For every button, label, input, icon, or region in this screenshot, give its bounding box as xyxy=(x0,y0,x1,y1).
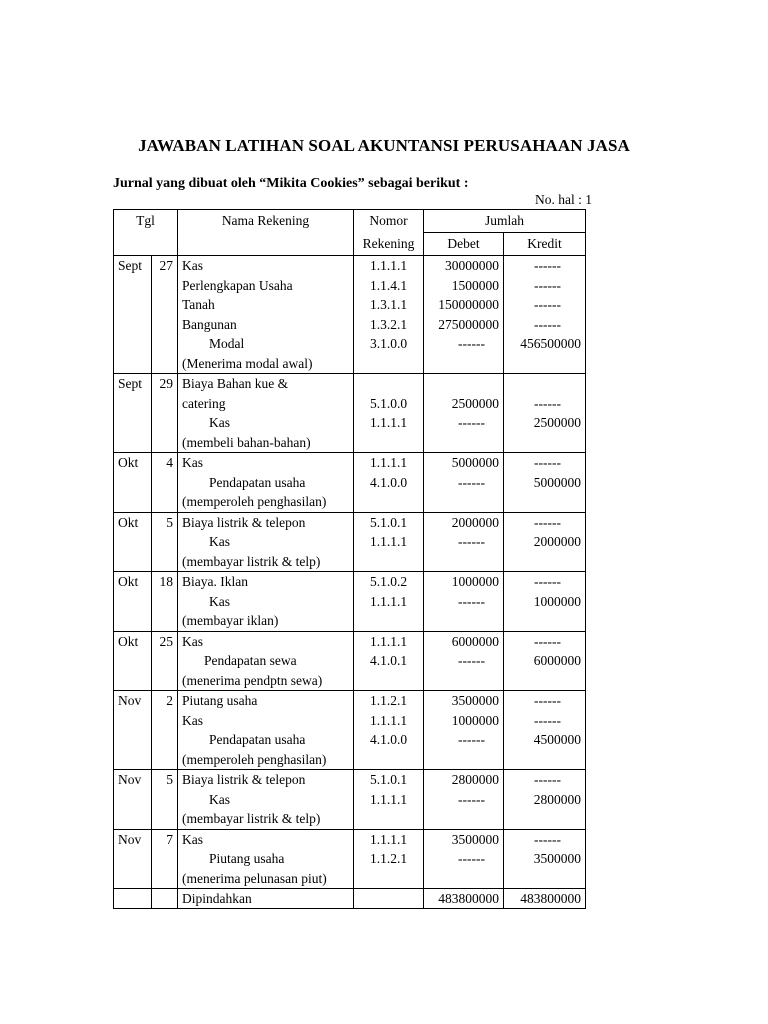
account-name: Kas xyxy=(182,258,203,273)
kredit-amount: ------ xyxy=(534,693,561,708)
kredit-amount: 1000000 xyxy=(533,593,581,609)
journal-entry-row xyxy=(114,256,586,374)
kredit-amount: ------ xyxy=(534,316,561,332)
debet-amount xyxy=(428,671,499,691)
entry-month: Sept xyxy=(114,256,152,374)
entry-account-codes xyxy=(354,512,424,572)
journal-entry-row xyxy=(114,770,586,830)
entry-kredit-values xyxy=(504,691,586,770)
account-name: Bangunan xyxy=(182,316,237,332)
account-code xyxy=(358,611,419,631)
entry-debet-values xyxy=(424,829,504,889)
kredit-amount xyxy=(508,492,581,512)
kredit-amount: ------ xyxy=(534,514,561,530)
entry-month: Nov xyxy=(114,770,152,830)
kredit-amount xyxy=(508,611,581,631)
account-code xyxy=(358,374,419,394)
account-name: Kas xyxy=(182,633,203,649)
document-subtitle: Jurnal yang dibuat oleh “Mikita Cookies” sebagai berikut : xyxy=(113,176,469,191)
kredit-amount: ------ xyxy=(534,633,561,649)
kredit-amount: 6000000 xyxy=(533,653,581,668)
debet-amount: 5000000 xyxy=(451,455,499,470)
entry-kredit-values xyxy=(504,512,586,572)
debet-amount: 2000000 xyxy=(451,514,499,530)
account-code: 5.1.0.0 xyxy=(369,395,408,411)
journal-entry-row xyxy=(114,631,586,691)
account-code: 5.1.0.2 xyxy=(369,574,408,589)
debet-amount: 3500000 xyxy=(451,831,499,847)
entry-day: 29 xyxy=(152,374,178,453)
entry-day: 18 xyxy=(152,572,178,632)
debet-amount: 2500000 xyxy=(451,395,499,411)
account-code: 1.1.1.1 xyxy=(369,415,408,430)
journal-header xyxy=(114,210,586,256)
account-code xyxy=(358,492,419,512)
page-number: No. hal : 1 xyxy=(535,192,592,207)
journal-table xyxy=(113,209,586,909)
entry-account-names xyxy=(178,453,354,513)
kredit-amount xyxy=(508,374,581,394)
account-code: 5.1.0.1 xyxy=(369,772,408,787)
kredit-amount: ------ xyxy=(534,831,561,847)
account-code: 1.1.1.1 xyxy=(369,455,408,470)
account-name: Kas xyxy=(209,593,230,609)
journal-body xyxy=(114,256,586,909)
kredit-amount: 2800000 xyxy=(533,791,581,807)
total-debet: 483800000 xyxy=(424,889,504,909)
debet-amount xyxy=(428,552,499,572)
account-name: Kas xyxy=(209,534,230,549)
account-name: Piutang usaha xyxy=(209,851,285,866)
entry-kredit-values xyxy=(504,453,586,513)
kredit-amount: ------ xyxy=(534,455,561,470)
total-empty-month xyxy=(114,889,152,909)
account-code xyxy=(358,354,419,374)
journal-entry-row xyxy=(114,829,586,889)
account-name: Piutang usaha xyxy=(182,693,258,708)
account-code xyxy=(358,750,419,770)
kredit-amount xyxy=(508,552,581,572)
entry-account-names xyxy=(178,631,354,691)
debet-amount: ------ xyxy=(458,593,485,609)
account-name: (membayar listrik & telp) xyxy=(182,811,321,826)
header-jumlah: Jumlah xyxy=(424,210,586,233)
entry-day: 7 xyxy=(152,829,178,889)
debet-amount: ------ xyxy=(458,732,485,747)
account-code: 5.1.0.1 xyxy=(369,514,408,530)
journal-entry-row xyxy=(114,512,586,572)
entry-day: 25 xyxy=(152,631,178,691)
entry-account-names xyxy=(178,374,354,453)
kredit-amount: ------ xyxy=(534,574,561,589)
account-name: (Menerima modal awal) xyxy=(182,355,313,371)
account-code: 1.1.1.1 xyxy=(369,791,408,807)
account-code: 1.1.2.1 xyxy=(369,693,408,708)
entry-account-names xyxy=(178,572,354,632)
account-code xyxy=(358,552,419,572)
kredit-amount: ------ xyxy=(534,258,561,273)
journal-entry-row xyxy=(114,374,586,453)
debet-amount: 150000000 xyxy=(438,297,499,312)
entry-account-codes xyxy=(354,572,424,632)
entry-account-codes xyxy=(354,453,424,513)
entry-account-names xyxy=(178,256,354,374)
account-code: 1.1.1.1 xyxy=(369,593,408,609)
entry-debet-values xyxy=(424,631,504,691)
account-code: 1.1.1.1 xyxy=(369,534,408,549)
kredit-amount: 456500000 xyxy=(520,336,581,351)
debet-amount: ------ xyxy=(458,534,485,549)
account-name: Pendapatan sewa xyxy=(204,653,297,668)
account-name: Tanah xyxy=(182,297,215,312)
entry-account-codes xyxy=(354,770,424,830)
entry-month: Nov xyxy=(114,691,152,770)
entry-debet-values xyxy=(424,374,504,453)
debet-amount xyxy=(428,611,499,631)
account-code: 4.1.0.0 xyxy=(369,732,408,747)
account-code: 1.1.4.1 xyxy=(369,277,408,293)
entry-account-names xyxy=(178,770,354,830)
debet-amount: 1000000 xyxy=(451,712,499,728)
account-name: Kas xyxy=(209,415,230,430)
kredit-amount: ------ xyxy=(534,297,561,312)
journal-entry-row xyxy=(114,453,586,513)
account-name: Biaya listrik & telepon xyxy=(182,514,306,530)
account-code xyxy=(358,433,419,453)
debet-amount: ------ xyxy=(458,336,485,351)
entry-account-codes xyxy=(354,829,424,889)
header-kredit: Kredit xyxy=(504,233,586,256)
entry-account-codes xyxy=(354,691,424,770)
kredit-amount: 5000000 xyxy=(533,474,581,490)
kredit-amount xyxy=(508,869,581,889)
account-code: 1.3.1.1 xyxy=(369,297,408,312)
total-empty-code xyxy=(354,889,424,909)
debet-amount xyxy=(428,492,499,512)
journal-entry-row xyxy=(114,572,586,632)
entry-kredit-values xyxy=(504,631,586,691)
debet-amount: ------ xyxy=(458,415,485,430)
entry-debet-values xyxy=(424,512,504,572)
debet-amount: ------ xyxy=(458,474,485,490)
entry-day: 4 xyxy=(152,453,178,513)
account-name: catering xyxy=(182,395,226,411)
account-name: Modal xyxy=(209,336,245,351)
entry-debet-values xyxy=(424,691,504,770)
header-rekening: Rekening xyxy=(354,233,424,256)
kredit-amount xyxy=(508,671,581,691)
account-code: 1.1.2.1 xyxy=(369,851,408,866)
debet-amount xyxy=(428,374,499,394)
debet-amount: 1500000 xyxy=(451,277,499,293)
kredit-amount: ------ xyxy=(534,712,561,728)
account-name: (menerima pelunasan piut) xyxy=(182,870,327,886)
entry-day: 5 xyxy=(152,770,178,830)
account-name: Kas xyxy=(209,791,230,807)
entry-day: 2 xyxy=(152,691,178,770)
account-name: Kas xyxy=(182,455,203,470)
account-code: 1.1.1.1 xyxy=(369,258,408,273)
account-code: 1.1.1.1 xyxy=(369,831,408,847)
total-kredit: 483800000 xyxy=(504,889,586,909)
debet-amount xyxy=(428,869,499,889)
account-name: (menerima pendptn sewa) xyxy=(182,672,323,688)
account-name: Biaya listrik & telepon xyxy=(182,772,306,787)
account-name: Pendapatan usaha xyxy=(209,474,306,490)
journal-entry-row xyxy=(114,691,586,770)
kredit-amount: ------ xyxy=(534,395,561,411)
header-tgl: Tgl xyxy=(114,210,178,256)
entry-kredit-values xyxy=(504,374,586,453)
kredit-amount xyxy=(508,433,581,453)
total-empty-day xyxy=(152,889,178,909)
header-nomor: Nomor xyxy=(354,210,424,233)
account-code: 1.3.2.1 xyxy=(369,316,408,332)
kredit-amount: 2500000 xyxy=(533,415,581,430)
kredit-amount: 3500000 xyxy=(533,851,581,866)
kredit-amount xyxy=(508,809,581,829)
debet-amount: 2800000 xyxy=(451,772,499,787)
kredit-amount xyxy=(508,750,581,770)
debet-amount xyxy=(428,750,499,770)
debet-amount: ------ xyxy=(458,851,485,866)
account-name: Biaya Bahan kue & xyxy=(182,376,289,391)
entry-day: 27 xyxy=(152,256,178,374)
debet-amount: ------ xyxy=(458,653,485,668)
entry-account-codes xyxy=(354,631,424,691)
kredit-amount xyxy=(508,354,581,374)
entry-account-names xyxy=(178,512,354,572)
kredit-amount: 4500000 xyxy=(533,732,581,747)
entry-account-codes xyxy=(354,374,424,453)
account-code: 1.1.1.1 xyxy=(369,633,408,649)
entry-month: Okt xyxy=(114,572,152,632)
journal-total-row xyxy=(114,889,586,909)
debet-amount xyxy=(428,809,499,829)
account-code: 3.1.0.0 xyxy=(369,336,408,351)
account-code xyxy=(358,671,419,691)
debet-amount: 30000000 xyxy=(445,258,499,273)
entry-month: Nov xyxy=(114,829,152,889)
debet-amount: ------ xyxy=(458,791,485,807)
account-name: Pendapatan usaha xyxy=(209,732,306,747)
account-name: (membeli bahan-bahan) xyxy=(182,434,311,450)
entry-day: 5 xyxy=(152,512,178,572)
entry-account-names xyxy=(178,829,354,889)
account-name: (membayar iklan) xyxy=(182,613,279,628)
entry-account-names xyxy=(178,691,354,770)
debet-amount xyxy=(428,354,499,374)
header-debet: Debet xyxy=(424,233,504,256)
entry-month: Okt xyxy=(114,453,152,513)
account-name: (memperoleh penghasilan) xyxy=(182,494,327,509)
debet-amount: 3500000 xyxy=(451,693,499,708)
entry-kredit-values xyxy=(504,829,586,889)
debet-amount: 1000000 xyxy=(451,574,499,589)
document-title: JAWABAN LATIHAN SOAL AKUNTANSI PERUSAHAAN JASA xyxy=(138,136,630,155)
account-name: Biaya. Iklan xyxy=(182,574,248,589)
entry-account-codes xyxy=(354,256,424,374)
entry-debet-values xyxy=(424,256,504,374)
entry-debet-values xyxy=(424,770,504,830)
total-label: Dipindahkan xyxy=(178,889,354,909)
entry-kredit-values xyxy=(504,770,586,830)
account-name: (membayar listrik & telp) xyxy=(182,553,321,569)
account-name: (memperoleh penghasilan) xyxy=(182,751,327,767)
entry-month: Sept xyxy=(114,374,152,453)
account-code xyxy=(358,869,419,889)
entry-month: Okt xyxy=(114,512,152,572)
account-name: Kas xyxy=(182,712,203,728)
account-code xyxy=(358,809,419,829)
debet-amount: 275000000 xyxy=(438,316,499,332)
account-code: 4.1.0.1 xyxy=(369,653,408,668)
kredit-amount: ------ xyxy=(534,772,561,787)
entry-debet-values xyxy=(424,572,504,632)
entry-month: Okt xyxy=(114,631,152,691)
account-name: Perlengkapan Usaha xyxy=(182,277,293,293)
debet-amount: 6000000 xyxy=(451,633,499,649)
entry-kredit-values xyxy=(504,256,586,374)
account-code: 4.1.0.0 xyxy=(369,474,408,490)
account-code: 1.1.1.1 xyxy=(369,712,408,728)
header-nama-rekening: Nama Rekening xyxy=(178,210,354,256)
debet-amount xyxy=(428,433,499,453)
account-name: Kas xyxy=(182,831,203,847)
entry-debet-values xyxy=(424,453,504,513)
entry-kredit-values xyxy=(504,572,586,632)
kredit-amount: 2000000 xyxy=(533,534,581,549)
kredit-amount: ------ xyxy=(534,277,561,293)
